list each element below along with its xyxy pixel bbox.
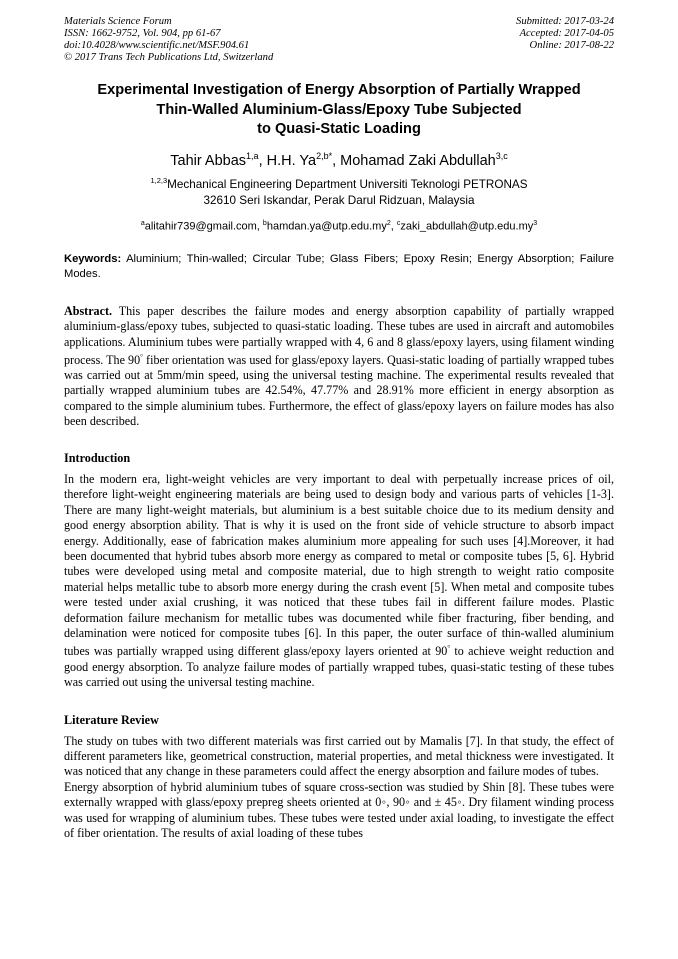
introduction-paragraph: In the modern era, light-weight vehicles are very important to deal with perpetually increase prices of oil, therefore light-weight engineering materials are being used to design body and various parts of vehicles [1-3]. There are many light-weight materials, but aluminium is a best suitable choice due to its medium density and good energy absorption ability. That is why it is used on the front side of vehicle structure to absorb impact energy. Additionally, ease of fabrication makes aluminium more appealing for such uses [4].Moreover, it had been documented that hybrid tubes absorb more energy as compared to metal or composite tubes [5, 6]. Hybrid tubes were developed using metal and composite material, due to high strength to weight ratio composite material helps metallic tube to absorb more energy during the crash event [5]. When metal and composite tubes were tested under axial crushing, it was noticed that these tubes fail in different failure modes. Plastic deformation failure mechanism for metallic tubes was documented while fiber fracturing, fiber bending, and delamination were noticed for composite tubes [6]. In this paper, the outer surface of thin-walled aluminium tubes was partially wrapped using different glass/epoxy layers oriented at 90° to achieve weight reduction and good energy absorption. To analyze failure modes of partially wrapped tubes, quasi-static testing of these tubes was carried out using the universal testing machine. <box>64 471 614 690</box>
journal-name: Materials Science Forum <box>64 16 172 27</box>
journal-copyright: © 2017 Trans Tech Publications Ltd, Switzerland <box>64 52 274 63</box>
journal-info <box>64 16 273 64</box>
author-emails: $^a$alitahir739@gmail.com, $^bhamdan.ya@utp.edu.my^2$, $^czaki\_abdullah@utp.edu.my^3$ <box>140 220 538 233</box>
dates-info <box>516 16 614 64</box>
affiliation-sup: 1,2,3 <box>150 176 168 186</box>
affiliation <box>64 173 614 209</box>
author-list: Tahir Abbas$^{1,a}$, H.H. $Ya^{2,b*}$, Mohamad Zaki Abdullah$^{3,c}$ <box>170 150 508 169</box>
keywords-label: Keywords: <box>64 252 122 265</box>
affiliation-line: 32610 Seri Iskandar, Perak Darul Ridzuan, Malaysia <box>203 194 475 208</box>
title-line: Experimental Investigation of Energy Absorption of Partially Wrapped <box>97 82 581 98</box>
email: alitahir739@gmail.com, <box>144 220 263 233</box>
title-line: to Quasi-Static Loading <box>257 121 421 137</box>
author-affil-sup: 1,a <box>246 150 259 161</box>
journal-issn: ISSN: 1662-9752, Vol. 904, pp 61-67 <box>64 28 221 39</box>
literature-paragraph: The study on tubes with two different materials was first carried out by Mamalis [7]. In that study, the effect of different parameters like, geometrical construction, material properties, and metal thickness were investigated. It was noticed that any change in these parameters could affect the energy absorption and failure modes of tubes. <box>64 733 614 779</box>
section-heading-literature-review: Literature Review <box>64 712 159 727</box>
author-name: Mohamad Zaki Abdullah <box>340 152 496 169</box>
date-accepted: Accepted: 2017-04-05 <box>519 28 614 39</box>
paper-title <box>64 81 614 140</box>
affiliation-line: $^{1,2,3}$Mechanical Engineering Department Universiti Teknologi PETRONAS <box>150 176 528 192</box>
author-affil-sup: 3,c <box>495 150 508 161</box>
keywords-text: Aluminium; Thin-walled; Circular Tube; Glass Fibers; Epoxy Resin; Energy Absorption; Failure Modes. <box>64 252 614 281</box>
author-affil-sup: 2,b* <box>316 150 333 161</box>
title-line: Thin-Walled Aluminium-Glass/Epoxy Tube Subjected <box>156 101 522 118</box>
keywords <box>64 252 614 282</box>
author-name: H.H. Ya <box>266 152 317 169</box>
literature-paragraph: Energy absorption of hybrid aluminium tubes of square cross-section was studied by Shin [8]. These tubes were externally wrapped with glass/epoxy prepreg sheets oriented at 0◦, 90◦ and ± 45◦. Dry filament winding process was used for wrapping of aluminium tubes. These tubes were tested under axial loading, to investigate the effect of fiber orientation. The results of axial loading of these tubes <box>64 779 614 841</box>
author-name: Tahir Abbas <box>170 152 247 169</box>
email: zaki_abdullah@utp.edu.my <box>400 220 534 233</box>
email: hamdan.ya@utp.edu.my <box>266 220 387 233</box>
abstract-label: Abstract. <box>64 304 113 319</box>
date-online: Online: 2017-08-22 <box>529 40 614 51</box>
running-header <box>64 16 614 64</box>
section-heading-introduction: Introduction <box>64 450 131 465</box>
journal-doi: doi:10.4028/www.scientific.net/MSF.904.61 <box>64 40 250 51</box>
abstract: Abstract. This paper describes the failure modes and energy absorption capability of partially wrapped aluminium-glass/epoxy tubes, subjected to quasi-static loading. These tubes are used in aircraft and automobiles applications. Aluminium tubes were partially wrapped with 4, 6 and 8 glass/epoxy layers, using filament winding process. The 90° fiber orientation was used for glass/epoxy layers. Quasi-static loading of partially wrapped tubes was carried out at 5mm/min speed, using the universal testing machine. The experimental results revealed that partially wrapped aluminium tubes are 42.54%, 47.77% and 28.91% more efficient in energy absorption as compared to the simple aluminium tubes. Furthermore, the effect of glass/epoxy layers on failure modes has also been described. <box>64 304 615 428</box>
date-submitted: Submitted: 2017-03-24 <box>516 16 614 27</box>
